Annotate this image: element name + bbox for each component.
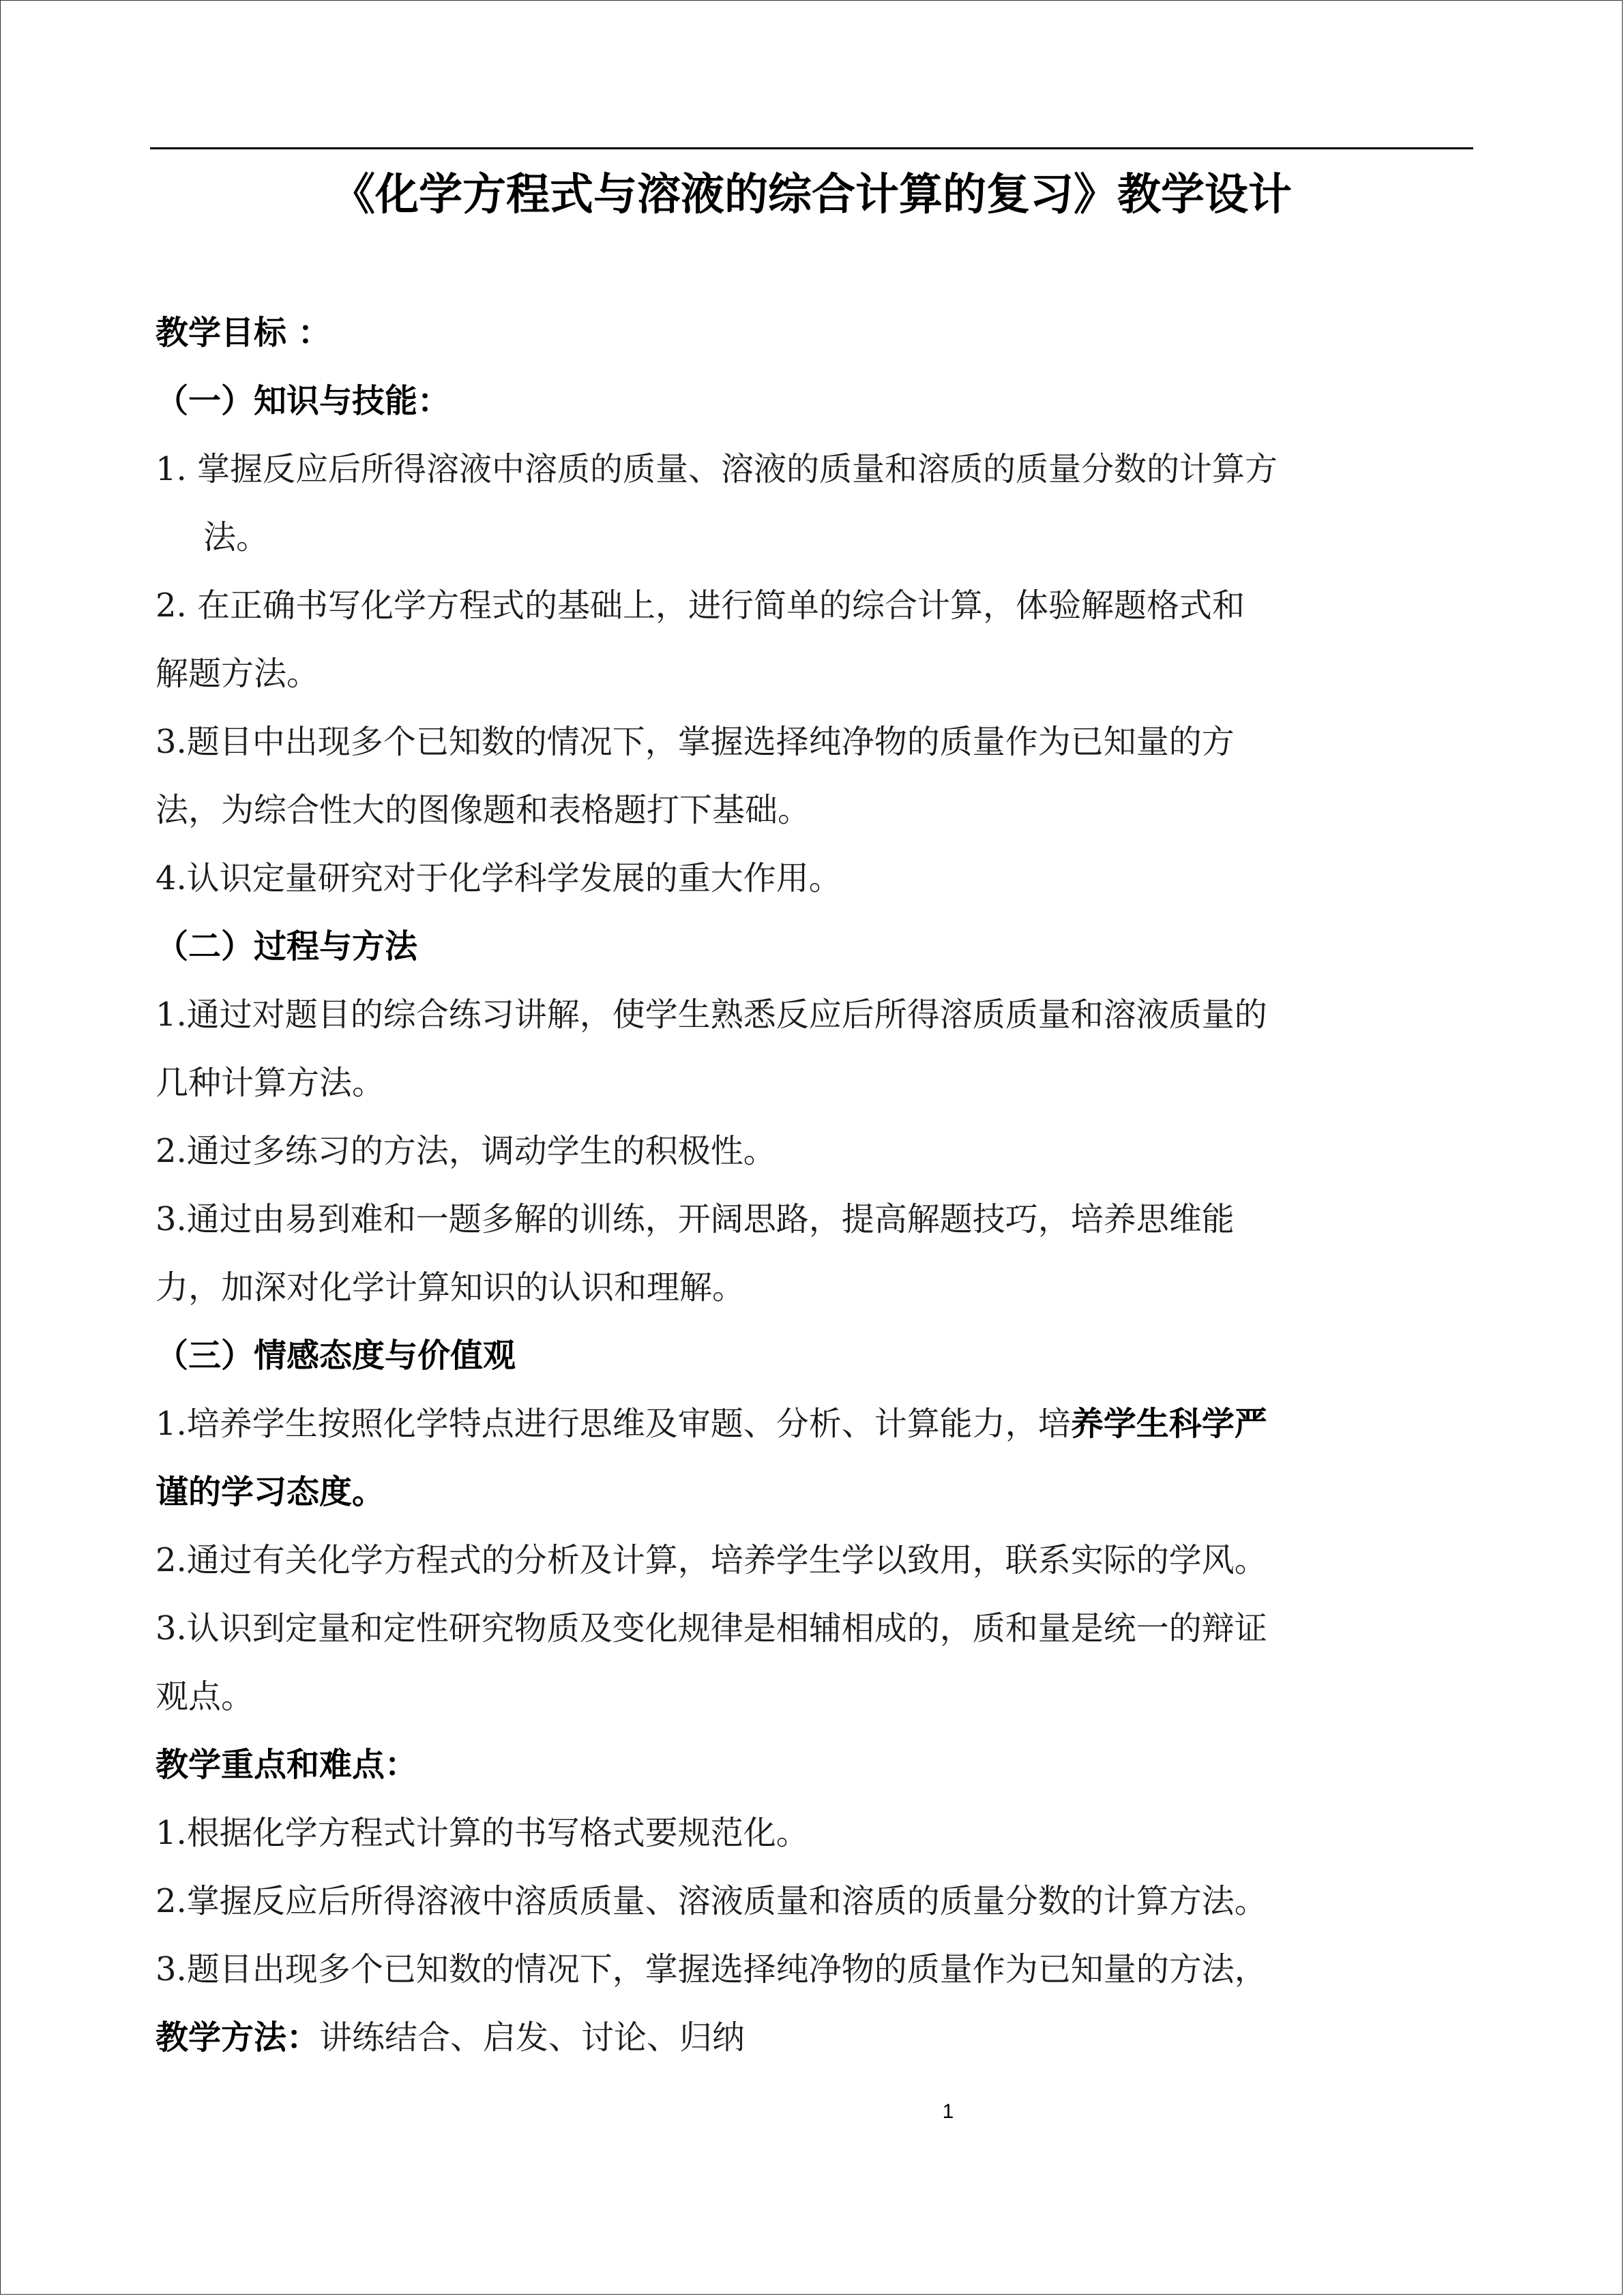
knowledge-skills-heading: （一）知识与技能： [156, 382, 451, 420]
document-title: 《化学方程式与溶液的综合计算的复习》教学设计 [331, 170, 1292, 220]
process-item-3: 3.通过由易到难和一题多解的训练，开阔思路，提高解题技巧，培养思维能 [156, 1200, 1235, 1238]
attitude-item-2: 2.通过有关化学方程式的分析及计算，培养学生学以致用，联系实际的学风。 [156, 1541, 1267, 1579]
focus-item-3: 3.题目出现多个已知数的情况下，掌握选择纯净物的质量作为已知量的方法， [156, 1950, 1267, 1988]
focus-item-2: 2.掌握反应后所得溶液中溶质质量、溶液质量和溶质的质量分数的计算方法。 [156, 1882, 1267, 1920]
teaching-method-line [156, 2003, 1472, 2072]
page-number: 1 [942, 2100, 954, 2123]
attitude-item-1-cont: 谨的学习态度。 [156, 1473, 385, 1511]
knowledge-item-1: 1. 掌握反应后所得溶液中溶质的质量、溶液的质量和溶质的质量分数的计算方 [156, 450, 1278, 488]
document-body [156, 299, 1472, 2072]
knowledge-item-3: 3.题目中出现多个已知数的情况下，掌握选择纯净物的质量作为已知量的方 [156, 723, 1235, 761]
teaching-method-value: 讲练结合、启发、讨论、归纳 [319, 2018, 745, 2057]
attitude-item-3-cont: 观点。 [156, 1678, 254, 1716]
focus-item-1: 1.根据化学方程式计算的书写格式要规范化。 [156, 1814, 809, 1852]
knowledge-item-1-cont: 法。 [203, 518, 269, 556]
header-rule [150, 147, 1473, 149]
process-item-3-cont: 力，加深对化学计算知识的认识和理解。 [156, 1268, 745, 1307]
knowledge-item-2: 2. 在正确书写化学方程式的基础上，进行简单的综合计算，体验解题格式和 [156, 586, 1245, 625]
process-item-1: 1.通过对题目的综合练习讲解，使学生熟悉反应后所得溶质质量和溶液质量的 [156, 996, 1267, 1034]
knowledge-item-4: 4.认识定量研究对于化学科学发展的重大作用。 [156, 859, 842, 897]
attitude-item-1-plain: 1.培养学生按照化学特点进行思维及审题、分析、计算能力，培 [156, 1405, 1071, 1443]
knowledge-item-2-cont: 解题方法。 [156, 655, 320, 693]
process-item-2: 2.通过多练习的方法，调动学生的积极性。 [156, 1132, 776, 1170]
knowledge-item-3-cont: 法，为综合性大的图像题和表格题打下基础。 [156, 791, 811, 829]
objectives-heading: 教学目标 ： [156, 314, 331, 352]
teaching-method-label: 教学方法： [156, 2018, 320, 2057]
attitude-item-1-bold: 养学生科学严 [1070, 1405, 1267, 1443]
attitude-item-3: 3.认识到定量和定性研究物质及变化规律是相辅相成的，质和量是统一的辩证 [156, 1609, 1267, 1648]
process-method-heading: （二）过程与方法 [156, 927, 418, 966]
focus-difficulty-heading: 教学重点和难点： [156, 1746, 418, 1784]
attitude-item-1 [156, 1390, 1472, 1458]
process-item-1-cont: 几种计算方法。 [156, 1064, 385, 1102]
attitude-values-heading: （三）情感态度与价值观 [156, 1337, 516, 1375]
